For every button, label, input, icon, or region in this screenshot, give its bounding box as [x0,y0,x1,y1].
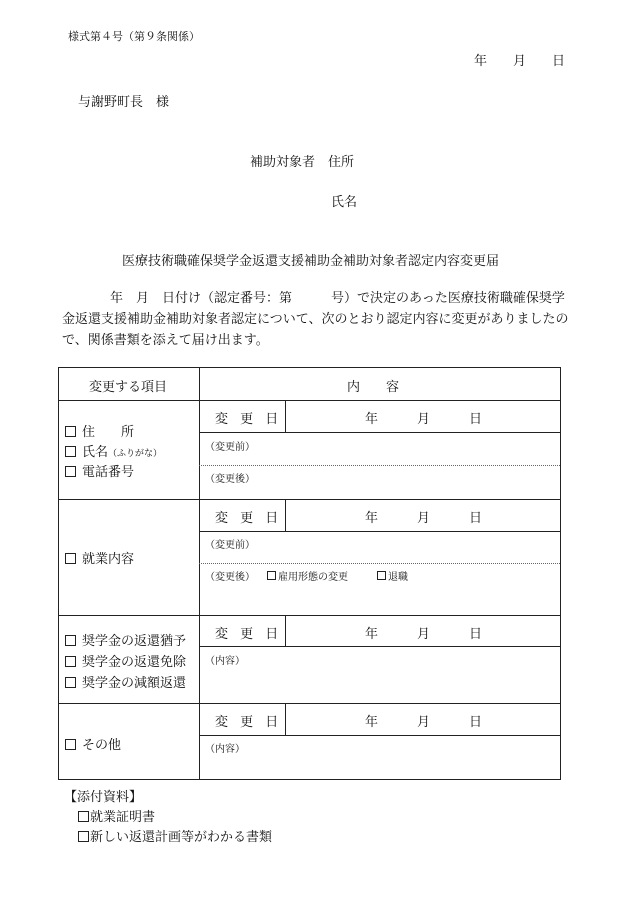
checkbox-icon[interactable] [65,446,76,457]
change-table [58,367,561,780]
form-number: 様式第４号（第９条関係） [68,30,200,43]
checkbox-icon[interactable] [65,739,76,750]
change-date-value[interactable]: 年 月 日 [365,511,483,526]
checkbox-icon[interactable] [78,811,89,822]
change-date-label: 変 更 日 [215,511,283,526]
item-name[interactable]: 氏名（ふりがな） [65,441,162,460]
checkbox-icon[interactable] [65,677,76,688]
before-label: （変更前） [205,442,255,453]
before-label: （変更前） [205,540,255,551]
item-address[interactable]: 住 所 [65,421,134,440]
item-exempt[interactable]: 奨学金の返還免除 [65,651,186,670]
checkbox-icon[interactable] [65,656,76,667]
after-label: （変更後） [205,572,255,583]
item-defer[interactable]: 奨学金の返還猶予 [65,630,186,649]
header-content: 内 容 [347,380,400,395]
change-date-label: 変 更 日 [215,412,283,427]
document-title: 医療技術職確保奨学金返還支援補助金補助対象者認定内容変更届 [122,254,500,269]
checkbox-icon[interactable] [65,635,76,646]
change-date-label: 変 更 日 [215,627,283,642]
change-date-value[interactable]: 年 月 日 [365,627,483,642]
item-other[interactable]: その他 [65,734,121,753]
item-reduce[interactable]: 奨学金の減額返還 [65,672,186,691]
change-date-value[interactable]: 年 月 日 [365,412,483,427]
attachment-item[interactable]: 新しい返還計画等がわかる書類 [78,826,272,845]
option-employment-change[interactable]: 雇用形態の変更 [267,568,348,583]
body-paragraph: 年 月 日付け（認定番号：第 号）で決定のあった医療技術職確保奨学金返還支援補助金補助対象者認定について、次のとおり認定内容に変更がありましたので、関係書類を添えて届け出ます。 [62,291,569,348]
item-phone[interactable]: 電話番号 [65,461,134,480]
submission-date: 年 月 日 [474,54,566,69]
attachments-title: 【添付資料】 [64,790,143,805]
checkbox-icon[interactable] [65,553,76,564]
after-label: （変更後） [205,474,255,485]
addressee: 与謝野町長 様 [78,95,170,110]
checkbox-icon[interactable] [267,571,276,580]
applicant-address-label: 補助対象者 住所 [250,155,355,170]
checkbox-icon[interactable] [65,426,76,437]
checkbox-icon[interactable] [65,466,76,477]
attachment-item[interactable]: 就業証明書 [78,806,155,825]
checkbox-icon[interactable] [78,831,89,842]
option-resignation[interactable]: 退職 [377,568,408,583]
content-label: （内容） [205,656,245,667]
checkbox-icon[interactable] [377,571,386,580]
change-date-value[interactable]: 年 月 日 [365,715,483,730]
applicant-name-label: 氏名 [331,195,358,210]
change-date-label: 変 更 日 [215,715,283,730]
header-change-item: 変更する項目 [89,380,168,395]
item-employment[interactable]: 就業内容 [65,548,134,567]
content-label: （内容） [205,744,245,755]
